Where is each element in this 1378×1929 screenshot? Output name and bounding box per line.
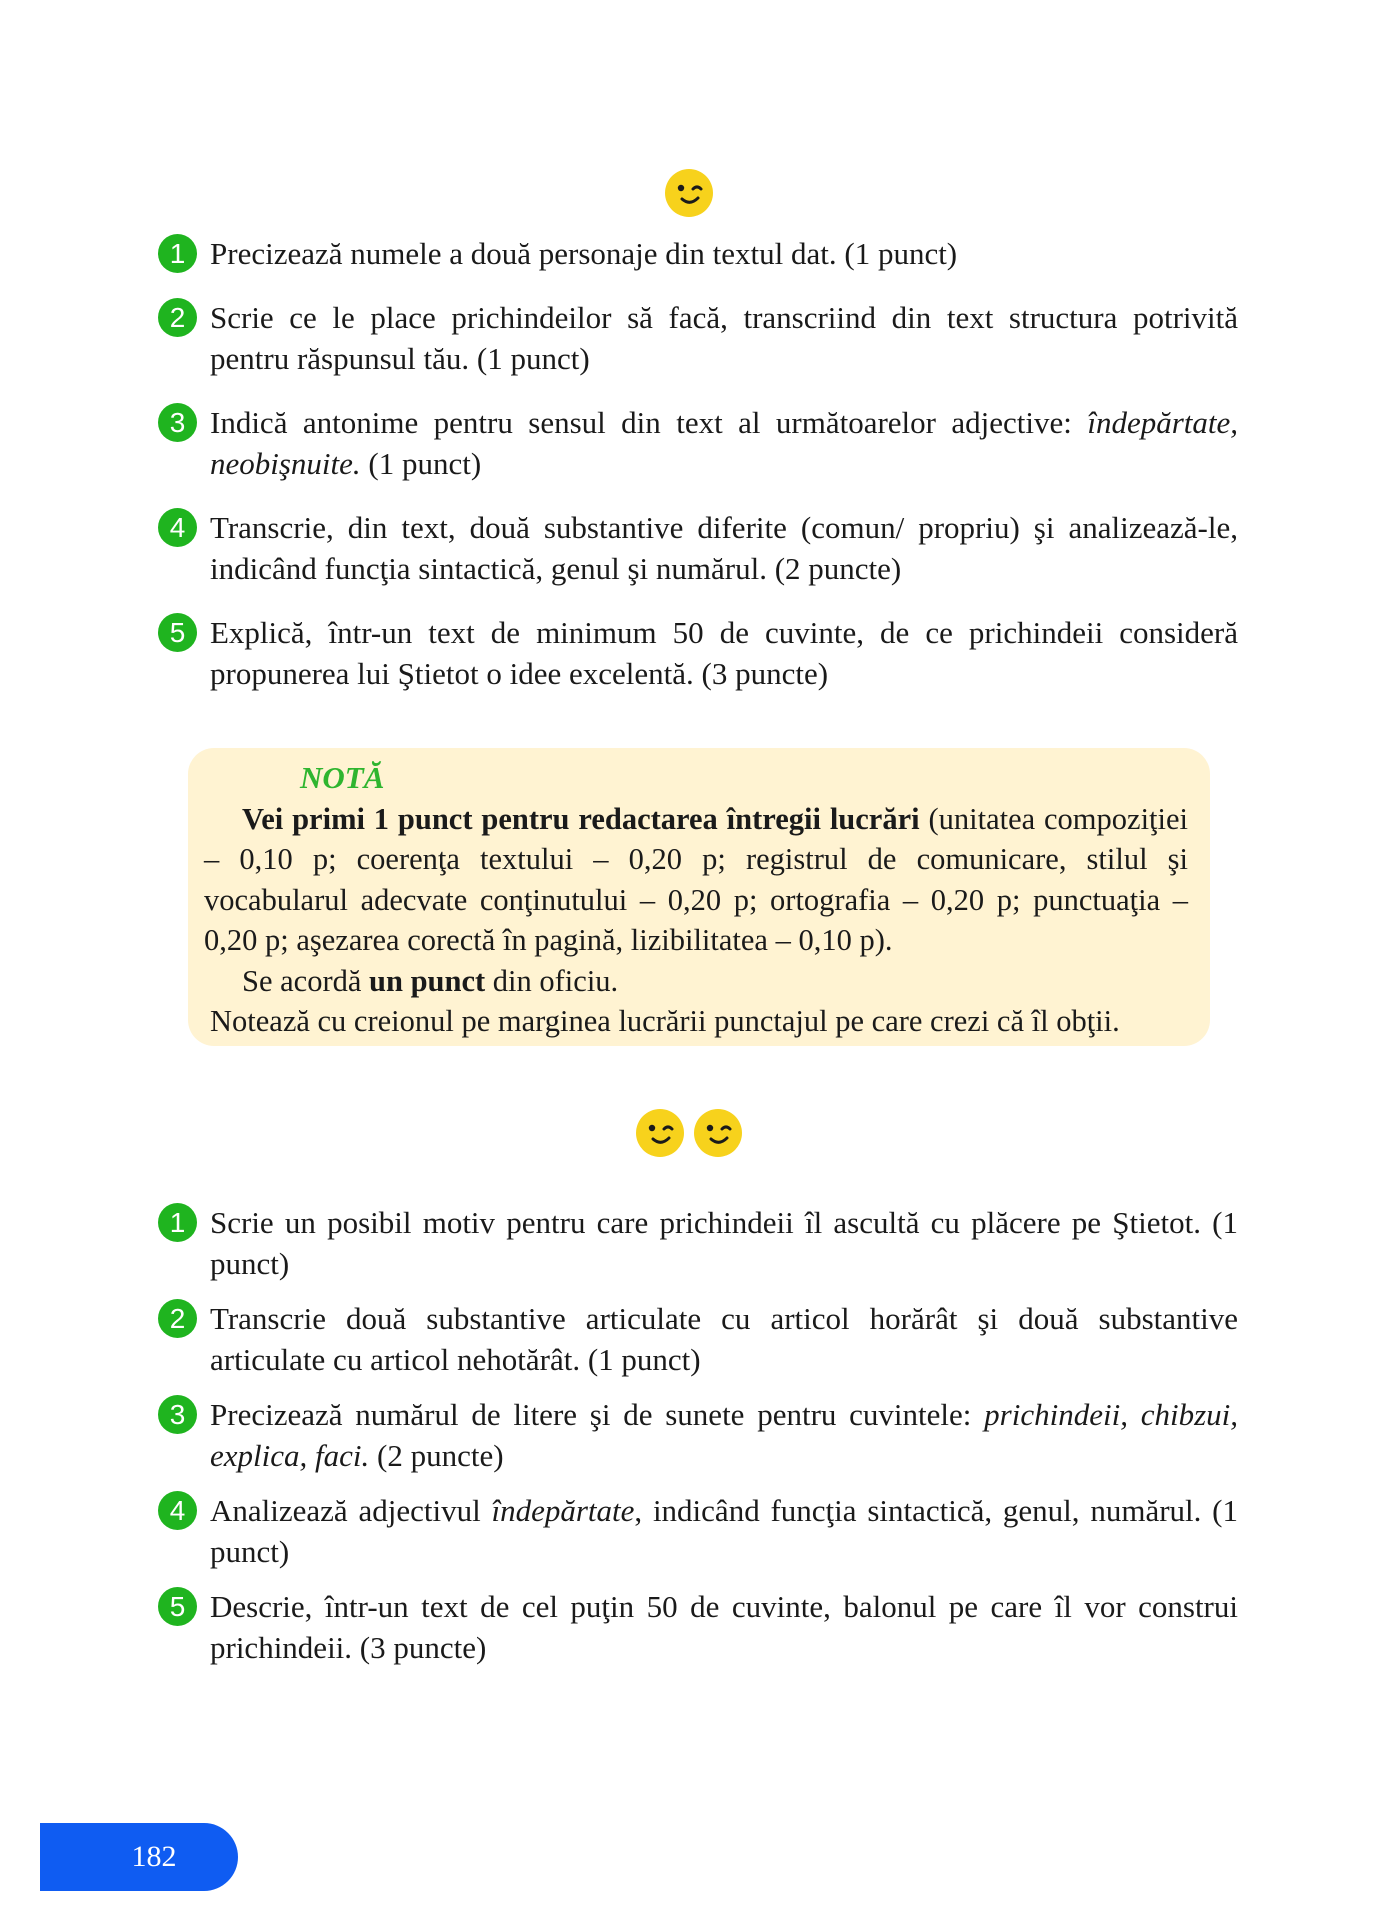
question-item	[158, 507, 1238, 589]
question-text: Precizează numărul de litere şi de sunete pentru cuvintele:	[210, 1397, 985, 1432]
question-text-italic: îndepărtate	[491, 1493, 635, 1528]
question-item	[158, 1202, 1238, 1284]
question-text: Scrie ce le place prichindeilor să facă, transcriind din text structura potrivită pentru răspunsul tău. (1 punct)	[210, 300, 1238, 376]
section1-question-list	[158, 233, 1238, 694]
page-number: 182	[131, 1840, 177, 1873]
question-item	[158, 402, 1238, 484]
question-item	[158, 297, 1238, 379]
section2-question-list	[158, 1202, 1238, 1668]
question-number-badge: 4	[158, 1491, 197, 1530]
question-text: Descrie, într-un text de cel puţin 50 de cuvinte, balonul pe care îl vor construi prichindeii. (3 puncte)	[210, 1589, 1238, 1665]
question-text: (1 punct)	[360, 446, 482, 481]
note-paragraph-redactare	[204, 799, 1188, 961]
question-number-badge: 1	[158, 1203, 197, 1242]
note-paragraph-oficiu	[204, 961, 1188, 1002]
question-item	[158, 1586, 1238, 1668]
question-number-badge: 2	[158, 298, 197, 337]
question-number-badge: 3	[158, 1395, 197, 1434]
question-item	[158, 233, 1238, 274]
question-number-badge: 5	[158, 613, 197, 652]
note-bold-un-punct: un punct	[369, 963, 486, 998]
section2-smileys	[0, 1108, 1378, 1158]
question-text: Indică antonime pentru sensul din text al următoarelor adjective:	[210, 405, 1088, 440]
grading-note-box	[188, 748, 1210, 1046]
note-paragraph-instruction: Notează cu creionul pe marginea lucrării punctajul pe care crezi că îl obţii.	[210, 1004, 1120, 1038]
question-number-badge: 5	[158, 1587, 197, 1626]
question-number-badge: 1	[158, 234, 197, 273]
question-number-badge: 4	[158, 508, 197, 547]
question-text: Explică, într-un text de minimum 50 de cuvinte, de ce prichindeii consideră propunerea lui Ştietot o idee excelentă. (3 puncte)	[210, 615, 1238, 691]
question-item	[158, 1394, 1238, 1476]
question-text-italic: prichindeii, chibzui, explica, faci.	[210, 1397, 1238, 1473]
question-text: Transcrie, din text, două substantive diferite (comun/ propriu) şi analizează-le, indicând funcţia sintactică, genul şi numărul. (2 puncte)	[210, 510, 1238, 586]
question-number-badge: 2	[158, 1299, 197, 1338]
question-text: (2 puncte)	[369, 1438, 504, 1473]
page-number-tab	[40, 1823, 238, 1891]
question-number-badge: 3	[158, 403, 197, 442]
question-item	[158, 612, 1238, 694]
note-title: NOTĂ	[300, 760, 385, 795]
question-text: Scrie un posibil motiv pentru care prichindeii îl ascultă cu plăcere pe Ştietot. (1 punct)	[210, 1205, 1238, 1281]
question-item	[158, 1490, 1238, 1572]
question-text: Precizează numele a două personaje din textul dat. (1 punct)	[210, 236, 958, 271]
winking-smiley-icon	[693, 1108, 743, 1158]
question-text-italic: îndepărtate, neobişnuite.	[210, 405, 1238, 481]
note-bold-redactare: Vei primi 1 punct pentru redactarea întregii lucrări	[242, 801, 920, 836]
winking-smiley-icon	[635, 1108, 685, 1158]
note-oficiu-pre: Se acordă	[242, 963, 370, 998]
section1-smileys	[0, 168, 1378, 218]
question-item	[158, 1298, 1238, 1380]
question-text: Analizează adjectivul	[210, 1493, 492, 1528]
note-redactare-details: (unitatea compoziţiei – 0,10 p; coerenţa textului – 0,20 p; registrul de comunicare, stilul şi vocabularul adecvate conţinutului – 0,20 p; ortografia – 0,20 p; punctuaţia – 0,20 p; aşezarea corectă în pagină, lizibilitatea – 0,10 p).	[204, 801, 1188, 957]
note-oficiu-post: din oficiu.	[485, 963, 619, 998]
winking-smiley-icon	[664, 168, 714, 218]
question-text: , indicând funcţia sintactică, genul, numărul. (1 punct)	[210, 1493, 1238, 1569]
question-text: Transcrie două substantive articulate cu articol horărât şi două substantive articulate cu articol nehotărât. (1 punct)	[210, 1301, 1238, 1377]
